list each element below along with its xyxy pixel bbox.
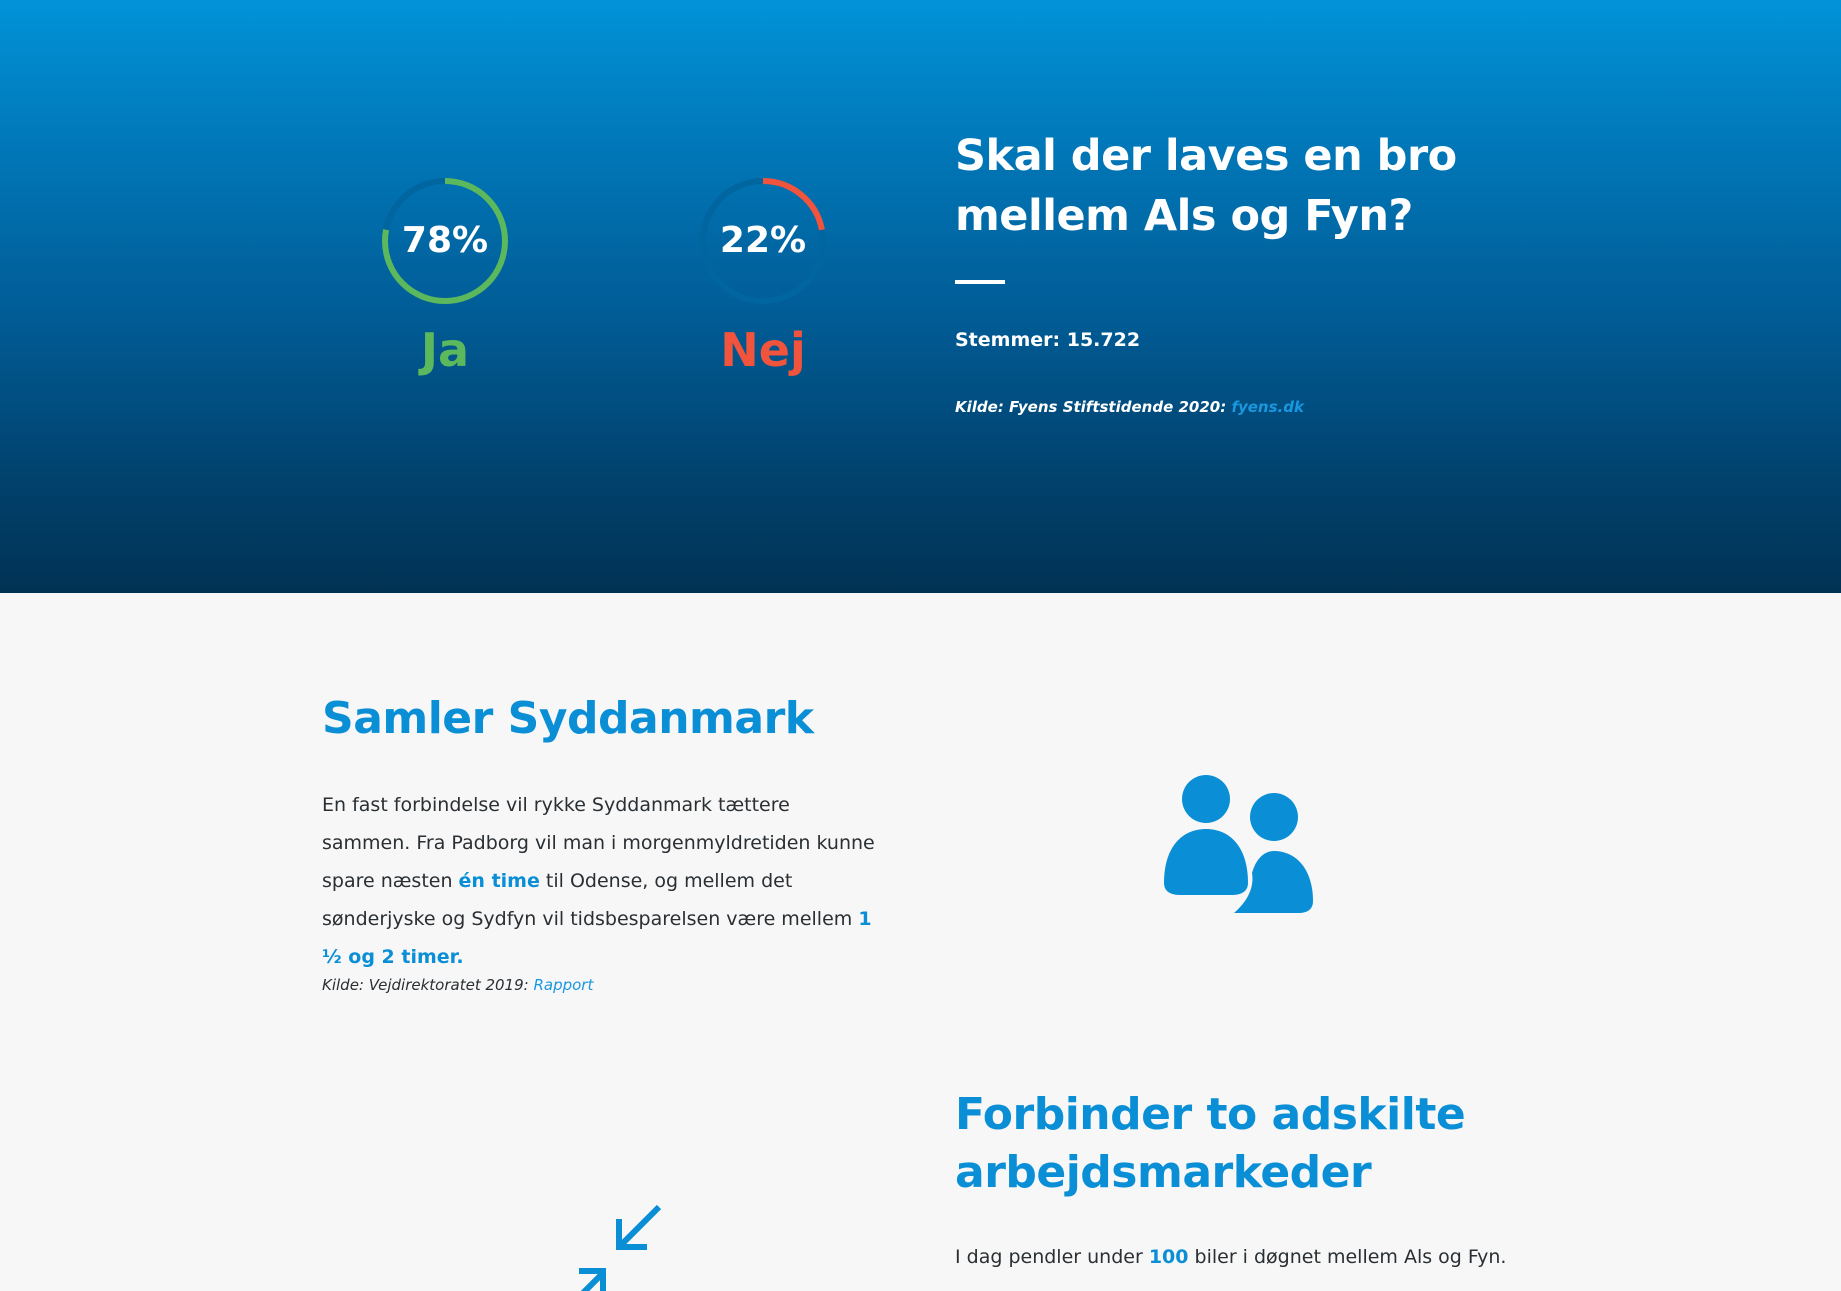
- gauge-yes: [375, 171, 515, 377]
- highlight-time: én time: [458, 870, 540, 892]
- gauge-no-label: Nej: [720, 323, 806, 377]
- poll-source-link[interactable]: fyens.dk: [1231, 398, 1304, 416]
- title-divider: [955, 280, 1005, 284]
- hero-poll: [0, 0, 1841, 593]
- poll-source: [955, 398, 1304, 416]
- section-source-samler: [322, 976, 593, 994]
- text-part: I dag pendler under: [955, 1246, 1149, 1268]
- gauge-yes-label: Ja: [420, 323, 470, 377]
- section-text-arbejdsmarked: [955, 1238, 1555, 1276]
- source-link-rapport[interactable]: Rapport: [533, 976, 594, 994]
- text-part: biler i døgnet mellem Als og Fyn.: [1188, 1246, 1507, 1268]
- section-title-samler: Samler Syddanmark: [322, 693, 814, 744]
- text-part: En fast forbindelse vil rykke Syddanmark tættere sammen. Fra Padborg vil man i morgenmyldretiden kunne spare næsten: [322, 794, 875, 892]
- poll-question: Skal der laves en bro mellem Als og Fyn?: [955, 131, 1457, 241]
- gauge-no-percent: 22%: [719, 220, 807, 261]
- highlight-cars: 100: [1148, 1246, 1189, 1268]
- section-text-samler: [322, 786, 882, 976]
- text-part: til Odense, og mellem det sønderjyske og Sydfyn vil tidsbesparelsen være mellem: [322, 870, 859, 930]
- highlight-savings: 1 ½ og 2 timer.: [322, 908, 872, 968]
- arrows-converge-icon: [555, 1203, 675, 1291]
- section-title-arbejdsmarked: Forbinder to adskilte arbejdsmarkeder: [955, 1089, 1466, 1198]
- gauge-yes-percent: 78%: [401, 220, 489, 261]
- people-icon: [1160, 773, 1320, 928]
- gauge-no: [693, 171, 833, 377]
- poll-source-text: Kilde: Fyens Stiftstidende 2020:: [955, 398, 1232, 416]
- source-text: Kilde: Vejdirektoratet 2019:: [322, 976, 534, 994]
- vote-count: Stemmer: 15.722: [955, 329, 1141, 351]
